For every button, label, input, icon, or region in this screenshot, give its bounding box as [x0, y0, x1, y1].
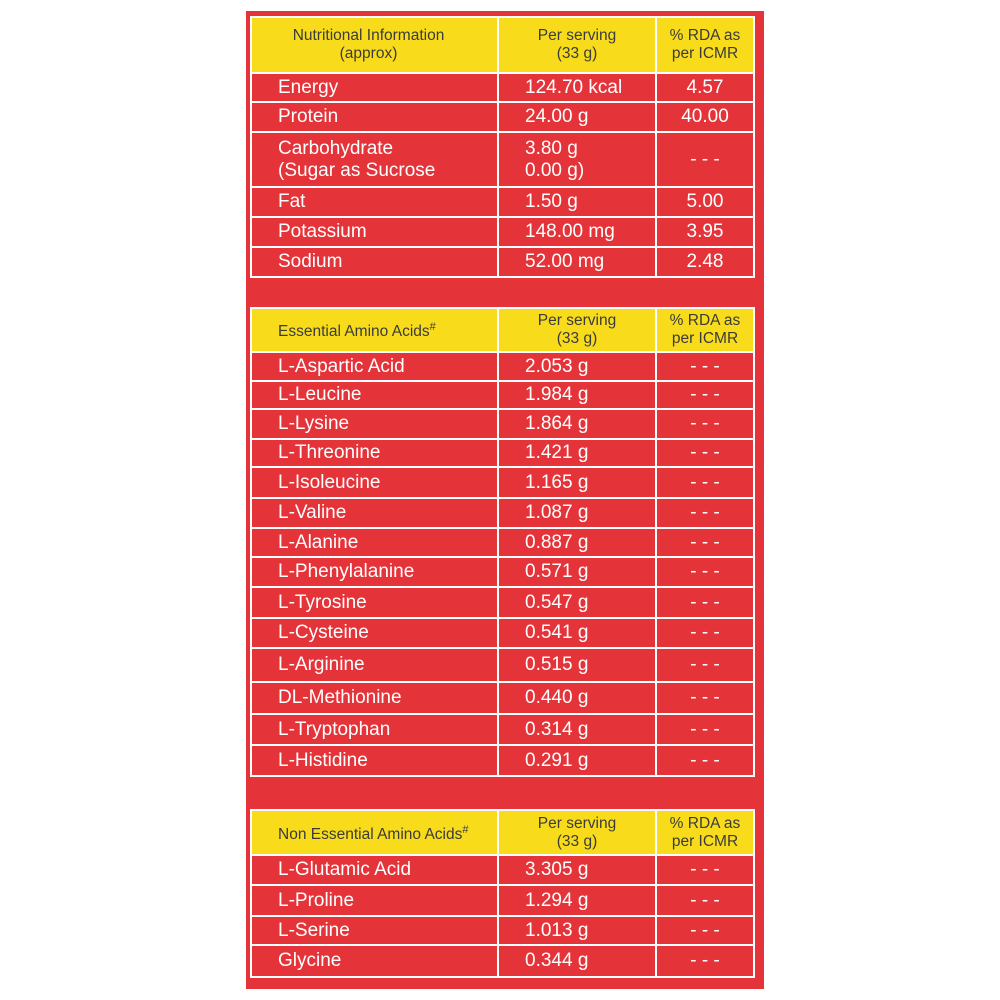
- header-line: (33 g): [556, 45, 598, 62]
- per-serving-line: 1.087 g: [525, 502, 589, 523]
- column-header-rda: [656, 17, 754, 73]
- nutrient-name-line: L-Alanine: [278, 531, 359, 553]
- per-serving-value: [498, 528, 656, 557]
- nutrient-name-line: L-Arginine: [278, 654, 365, 675]
- column-header-nutrient: [251, 17, 498, 73]
- footnote-marker: #: [462, 823, 469, 836]
- per-serving-value: [498, 916, 656, 945]
- per-serving-line: 0.314 g: [525, 718, 589, 740]
- column-header-nutrient: [251, 810, 498, 855]
- header-line: per ICMR: [671, 832, 739, 850]
- nutrient-name-line: Energy: [278, 76, 339, 98]
- nutrient-name-line: L-Aspartic Acid: [278, 355, 405, 377]
- nutrient-name-line: Sodium: [278, 251, 343, 272]
- per-serving-value: [498, 247, 656, 277]
- nutrient-name-line: L-Tryptophan: [278, 718, 391, 740]
- per-serving-line: 3.305 g: [525, 859, 589, 880]
- nutrient-name-line: L-Threonine: [278, 442, 381, 463]
- per-serving-line: 0.541 g: [525, 622, 589, 643]
- per-serving-line: 52.00 mg: [525, 251, 605, 272]
- rda-value: - - -: [656, 498, 754, 528]
- per-serving-value: [498, 381, 656, 409]
- nutrient-name-line: L-Serine: [278, 919, 350, 941]
- header-line: Per serving: [537, 814, 617, 832]
- per-serving-line: 0.547 g: [525, 591, 589, 613]
- header-line: Non Essential Amino Acids: [278, 826, 463, 844]
- rda-value: - - -: [656, 682, 754, 714]
- per-serving-value: [498, 945, 656, 977]
- header-line: Per serving: [537, 312, 617, 329]
- per-serving-line: 148.00 mg: [525, 221, 615, 242]
- per-serving-line: 1.294 g: [525, 889, 589, 911]
- rda-value: - - -: [656, 132, 754, 187]
- per-serving-line: 0.440 g: [525, 687, 589, 708]
- nutrient-name-line: L-Tyrosine: [278, 591, 367, 613]
- rda-value: - - -: [656, 945, 754, 977]
- table-row: [251, 381, 754, 409]
- table-row: [251, 498, 754, 528]
- nutrient-name: [251, 217, 498, 247]
- nutrient-name-line: (Sugar as Sucrose: [278, 159, 436, 181]
- per-serving-value: [498, 102, 656, 132]
- nutrient-name: [251, 916, 498, 945]
- table-row: [251, 916, 754, 945]
- nutrient-name: [251, 557, 498, 587]
- table-row: [251, 557, 754, 587]
- rda-value: - - -: [656, 885, 754, 916]
- nutrient-name: [251, 247, 498, 277]
- rda-value: 3.95: [656, 217, 754, 247]
- table-row: [251, 855, 754, 885]
- nutrient-name-line: Fat: [278, 191, 306, 212]
- rda-value: - - -: [656, 745, 754, 776]
- rda-value: - - -: [656, 557, 754, 587]
- table-row: [251, 352, 754, 381]
- nutrient-name: [251, 187, 498, 217]
- table-row: [251, 587, 754, 618]
- table-row: [251, 132, 754, 187]
- header-line: Per serving: [537, 27, 617, 44]
- rda-value: - - -: [656, 409, 754, 439]
- per-serving-line: 1.984 g: [525, 384, 589, 405]
- nutrient-name: [251, 73, 498, 102]
- per-serving-line: 0.344 g: [525, 950, 589, 971]
- per-serving-value: [498, 745, 656, 776]
- per-serving-value: [498, 714, 656, 745]
- rda-value: - - -: [656, 528, 754, 557]
- table-row: [251, 439, 754, 467]
- table-row: [251, 528, 754, 557]
- rda-value: - - -: [656, 381, 754, 409]
- nutrient-name: [251, 855, 498, 885]
- table-row: [251, 648, 754, 682]
- per-serving-line: 2.053 g: [525, 355, 589, 377]
- nutritional-information-table: [250, 16, 755, 278]
- header-line: per ICMR: [671, 45, 739, 62]
- table-row: [251, 714, 754, 745]
- nutrient-name: [251, 439, 498, 467]
- nutrient-name: [251, 102, 498, 132]
- per-serving-value: [498, 855, 656, 885]
- per-serving-value: [498, 618, 656, 648]
- nutrient-name-line: Potassium: [278, 221, 367, 242]
- table-row: [251, 945, 754, 977]
- nutrient-name: [251, 618, 498, 648]
- nutrient-name-line: Glycine: [278, 950, 342, 971]
- rda-value: - - -: [656, 587, 754, 618]
- nutrient-name: [251, 467, 498, 498]
- per-serving-line: 0.291 g: [525, 749, 589, 771]
- footnote-marker: #: [429, 321, 436, 334]
- nutrient-name: [251, 352, 498, 381]
- table-row: [251, 618, 754, 648]
- column-header-per-serving: [498, 17, 656, 73]
- table-row: [251, 745, 754, 776]
- column-header-rda: [656, 810, 754, 855]
- per-serving-line: 3.80 g: [525, 137, 578, 159]
- nutrient-name: [251, 648, 498, 682]
- nutrient-name-line: L-Proline: [278, 889, 355, 911]
- header-line: per ICMR: [671, 330, 739, 347]
- per-serving-line: 124.70 kcal: [525, 76, 623, 98]
- table-row: [251, 467, 754, 498]
- table-row: [251, 73, 754, 102]
- per-serving-line: 0.571 g: [525, 561, 589, 582]
- rda-value: - - -: [656, 618, 754, 648]
- table-header-row: [251, 17, 754, 73]
- nutrient-name: [251, 745, 498, 776]
- nutrient-name: [251, 381, 498, 409]
- nutrient-name-line: L-Lysine: [278, 413, 350, 434]
- per-serving-line: 0.515 g: [525, 654, 589, 675]
- per-serving-value: [498, 885, 656, 916]
- nutrient-name-line: DL-Methionine: [278, 687, 402, 708]
- column-header-nutrient: [251, 308, 498, 352]
- per-serving-line: 24.00 g: [525, 106, 589, 127]
- header-line: Essential Amino Acids: [278, 323, 430, 341]
- nutrient-name: [251, 498, 498, 528]
- rda-value: - - -: [656, 352, 754, 381]
- nutrient-name-line: Carbohydrate: [278, 137, 394, 159]
- per-serving-line: 1.864 g: [525, 413, 589, 434]
- per-serving-value: [498, 439, 656, 467]
- per-serving-value: [498, 132, 656, 187]
- non-essential-amino-acids-table: [250, 809, 755, 978]
- header-line: (33 g): [556, 832, 598, 850]
- nutrient-name: [251, 945, 498, 977]
- nutrient-name-line: L-Phenylalanine: [278, 561, 415, 582]
- rda-value: - - -: [656, 439, 754, 467]
- rda-value: 4.57: [656, 73, 754, 102]
- per-serving-value: [498, 352, 656, 381]
- header-line: % RDA as: [669, 312, 741, 329]
- table-row: [251, 682, 754, 714]
- nutrient-name: [251, 885, 498, 916]
- table-row: [251, 102, 754, 132]
- per-serving-value: [498, 557, 656, 587]
- per-serving-line: 0.00 g): [525, 159, 585, 181]
- nutrient-name: [251, 714, 498, 745]
- table-row: [251, 217, 754, 247]
- rda-value: 40.00: [656, 102, 754, 132]
- rda-value: 5.00: [656, 187, 754, 217]
- nutrient-name: [251, 132, 498, 187]
- table-row: [251, 187, 754, 217]
- nutrient-name-line: Protein: [278, 106, 339, 127]
- nutrient-name: [251, 587, 498, 618]
- column-header-rda: [656, 308, 754, 352]
- header-line: % RDA as: [669, 814, 741, 832]
- per-serving-value: [498, 409, 656, 439]
- essential-amino-acids-table: [250, 307, 755, 777]
- column-header-per-serving: [498, 810, 656, 855]
- rda-value: - - -: [656, 916, 754, 945]
- nutrient-name-line: L-Isoleucine: [278, 471, 381, 493]
- table-row: [251, 247, 754, 277]
- per-serving-line: 0.887 g: [525, 531, 589, 553]
- nutrient-name: [251, 409, 498, 439]
- header-line: (33 g): [556, 330, 598, 347]
- per-serving-value: [498, 587, 656, 618]
- nutrient-name-line: L-Histidine: [278, 749, 368, 771]
- table-header-row: [251, 810, 754, 855]
- table-header-row: [251, 308, 754, 352]
- rda-value: - - -: [656, 714, 754, 745]
- per-serving-value: [498, 498, 656, 528]
- per-serving-line: 1.013 g: [525, 919, 589, 941]
- nutrient-name: [251, 682, 498, 714]
- per-serving-value: [498, 467, 656, 498]
- rda-value: - - -: [656, 648, 754, 682]
- per-serving-line: 1.165 g: [525, 471, 589, 493]
- nutrient-name-line: L-Valine: [278, 502, 347, 523]
- nutrient-name: [251, 528, 498, 557]
- rda-value: - - -: [656, 467, 754, 498]
- header-line: (approx): [339, 45, 398, 62]
- per-serving-line: 1.421 g: [525, 442, 589, 463]
- nutrient-name-line: L-Glutamic Acid: [278, 859, 412, 880]
- rda-value: 2.48: [656, 247, 754, 277]
- per-serving-value: [498, 73, 656, 102]
- table-row: [251, 885, 754, 916]
- per-serving-value: [498, 187, 656, 217]
- nutrient-name-line: L-Cysteine: [278, 622, 369, 643]
- nutrient-name-line: L-Leucine: [278, 384, 362, 405]
- column-header-per-serving: [498, 308, 656, 352]
- per-serving-line: 1.50 g: [525, 191, 578, 212]
- per-serving-value: [498, 682, 656, 714]
- header-line: Nutritional Information: [292, 27, 445, 44]
- rda-value: - - -: [656, 855, 754, 885]
- table-row: [251, 409, 754, 439]
- header-line: % RDA as: [669, 27, 741, 44]
- per-serving-value: [498, 648, 656, 682]
- per-serving-value: [498, 217, 656, 247]
